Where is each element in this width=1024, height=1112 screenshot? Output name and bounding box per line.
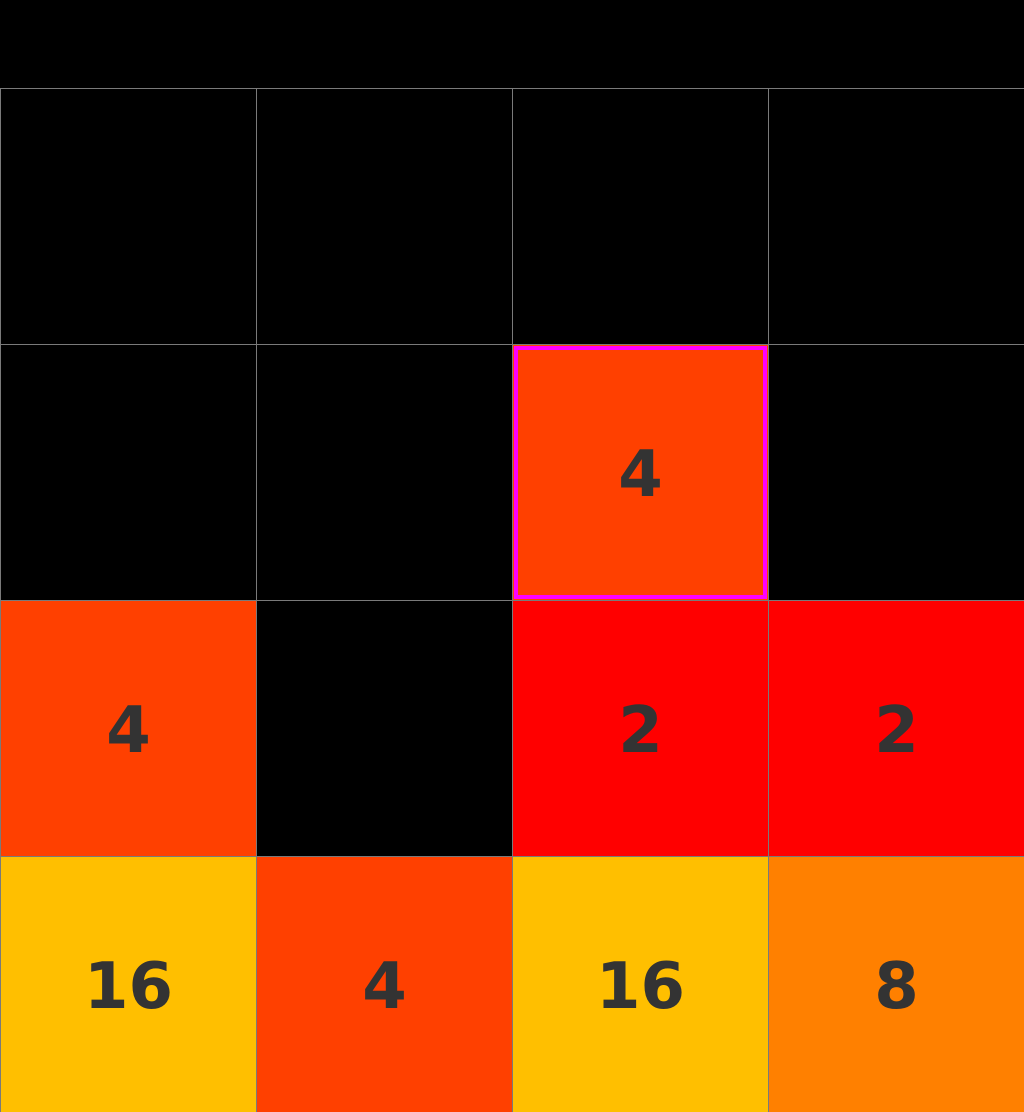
board-cell-r0-c3 [768, 88, 1024, 344]
board-cell-r0-c1 [256, 88, 512, 344]
game-board [0, 88, 1024, 1112]
tile-value: 4 [362, 949, 407, 1024]
board-cell-r2-c3 [768, 600, 1024, 856]
board-cell-r1-c2 [512, 344, 768, 600]
board-cell-r3-c3 [768, 856, 1024, 1112]
tile-value: 4 [106, 693, 151, 768]
board-cell-r1-c0 [0, 344, 256, 600]
tile-value: 2 [618, 693, 663, 768]
board-cell-r3-c1 [256, 856, 512, 1112]
tile-value: 16 [595, 949, 686, 1024]
board-cell-r2-c2 [512, 600, 768, 856]
tile-value: 16 [83, 949, 174, 1024]
board-cell-r0-c2 [512, 88, 768, 344]
board-cell-r3-c0 [0, 856, 256, 1112]
board-cell-r2-c0 [0, 600, 256, 856]
board-cell-r0-c0 [0, 88, 256, 344]
board-cell-r3-c2 [512, 856, 768, 1112]
tile-value: 4 [618, 437, 663, 512]
top-bar [0, 0, 1024, 88]
tile-value: 8 [874, 949, 919, 1024]
board-cell-r2-c1 [256, 600, 512, 856]
board-cell-r1-c1 [256, 344, 512, 600]
board-cell-r1-c3 [768, 344, 1024, 600]
tile-value: 2 [874, 693, 919, 768]
